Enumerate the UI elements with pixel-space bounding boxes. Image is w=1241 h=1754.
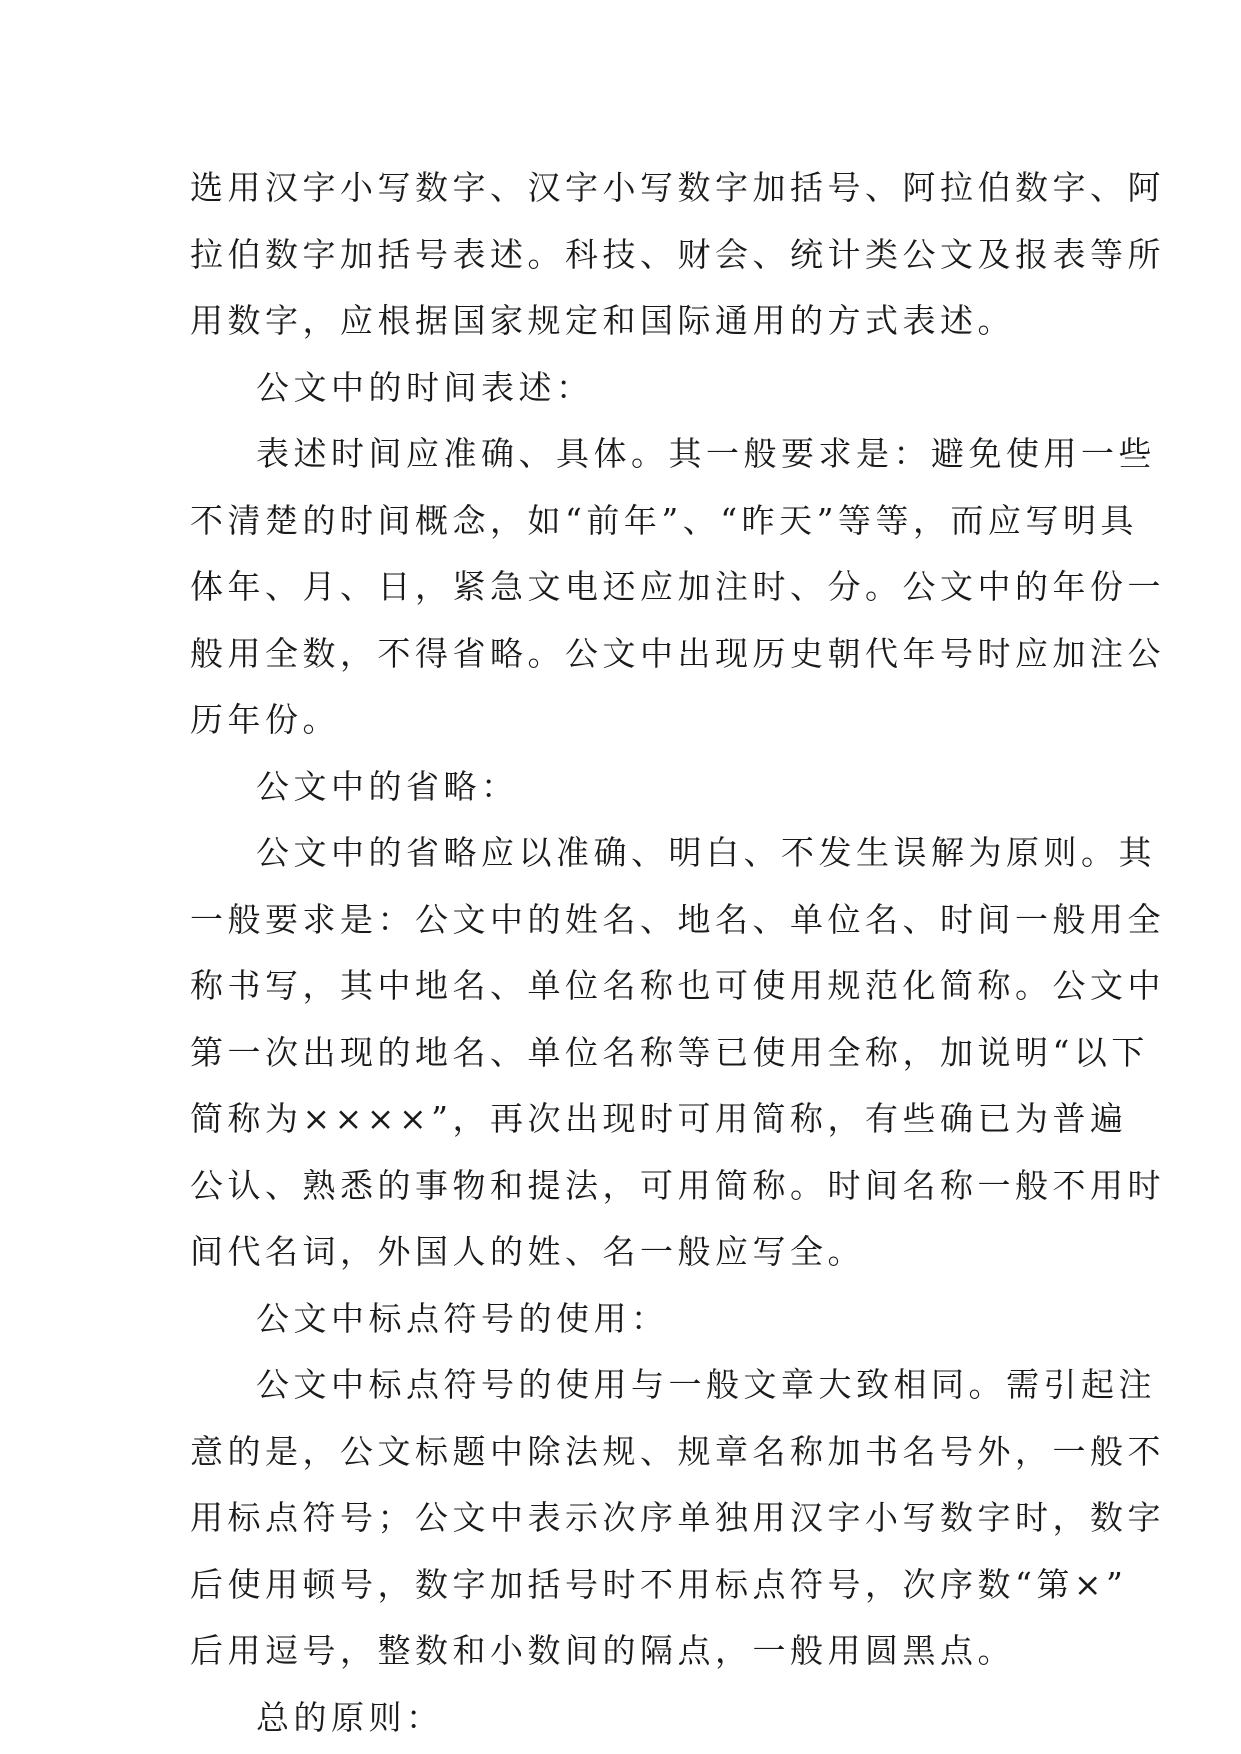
text-line: 不清楚的时间概念，如“前年”、“昨天”等等，而应写明具 — [190, 500, 1138, 540]
text-line: 后使用顿号，数字加括号时不用标点符号，次序数“第×” — [190, 1564, 1128, 1604]
text-line: 第一次出现的地名、单位名称等已使用全称，加说明“以下 — [190, 1032, 1149, 1072]
text-line: 选用汉字小写数字、汉字小写数字加括号、阿拉伯数字、阿 — [190, 168, 1165, 207]
text-line: 简称为××××”，再次出现时可用简称，有些确已为普遍 — [190, 1099, 1128, 1138]
text-line: 意的是，公文标题中除法规、规章名称加书名号外，一般不 — [190, 1431, 1165, 1471]
document-body — [190, 155, 1165, 1751]
section-heading-time: 公文中的时间表述： — [256, 367, 594, 407]
text-line: 一般要求是：公文中的姓名、地名、单位名、时间一般用全 — [190, 899, 1165, 939]
text-line: 公文中的省略应以准确、明白、不发生误解为原则。其 — [256, 833, 1156, 872]
text-line: 间代名词，外国人的姓、名一般应写全。 — [190, 1232, 865, 1271]
text-line: 般用全数，不得省略。公文中出现历史朝代年号时应加注公 — [190, 633, 1165, 673]
text-line: 体年、月、日，紧急文电还应加注时、分。公文中的年份一 — [190, 567, 1165, 606]
text-line: 用标点符号；公文中表示次序单独用汉字小写数字时，数字 — [190, 1498, 1165, 1537]
text-line: 表述时间应准确、具体。其一般要求是：避免使用一些 — [256, 434, 1156, 473]
text-line: 公认、熟悉的事物和提法，可用简称。时间名称一般不用时 — [190, 1165, 1165, 1205]
text-line: 拉伯数字加括号表述。科技、财会、统计类公文及报表等所 — [190, 234, 1165, 274]
text-line: 公文中标点符号的使用与一般文章大致相同。需引起注 — [256, 1365, 1156, 1404]
text-line: 后用逗号，整数和小数间的隔点，一般用圆黑点。 — [190, 1631, 1015, 1670]
text-line: 称书写，其中地名、单位名称也可使用规范化简称。公文中 — [190, 966, 1165, 1005]
section-heading-omission: 公文中的省略： — [256, 766, 519, 806]
section-heading-punctuation: 公文中标点符号的使用： — [256, 1298, 669, 1338]
text-line: 用数字，应根据国家规定和国际通用的方式表述。 — [190, 301, 1015, 340]
text-line: 历年份。 — [190, 700, 340, 739]
section-heading-principles: 总的原则： — [256, 1697, 444, 1737]
